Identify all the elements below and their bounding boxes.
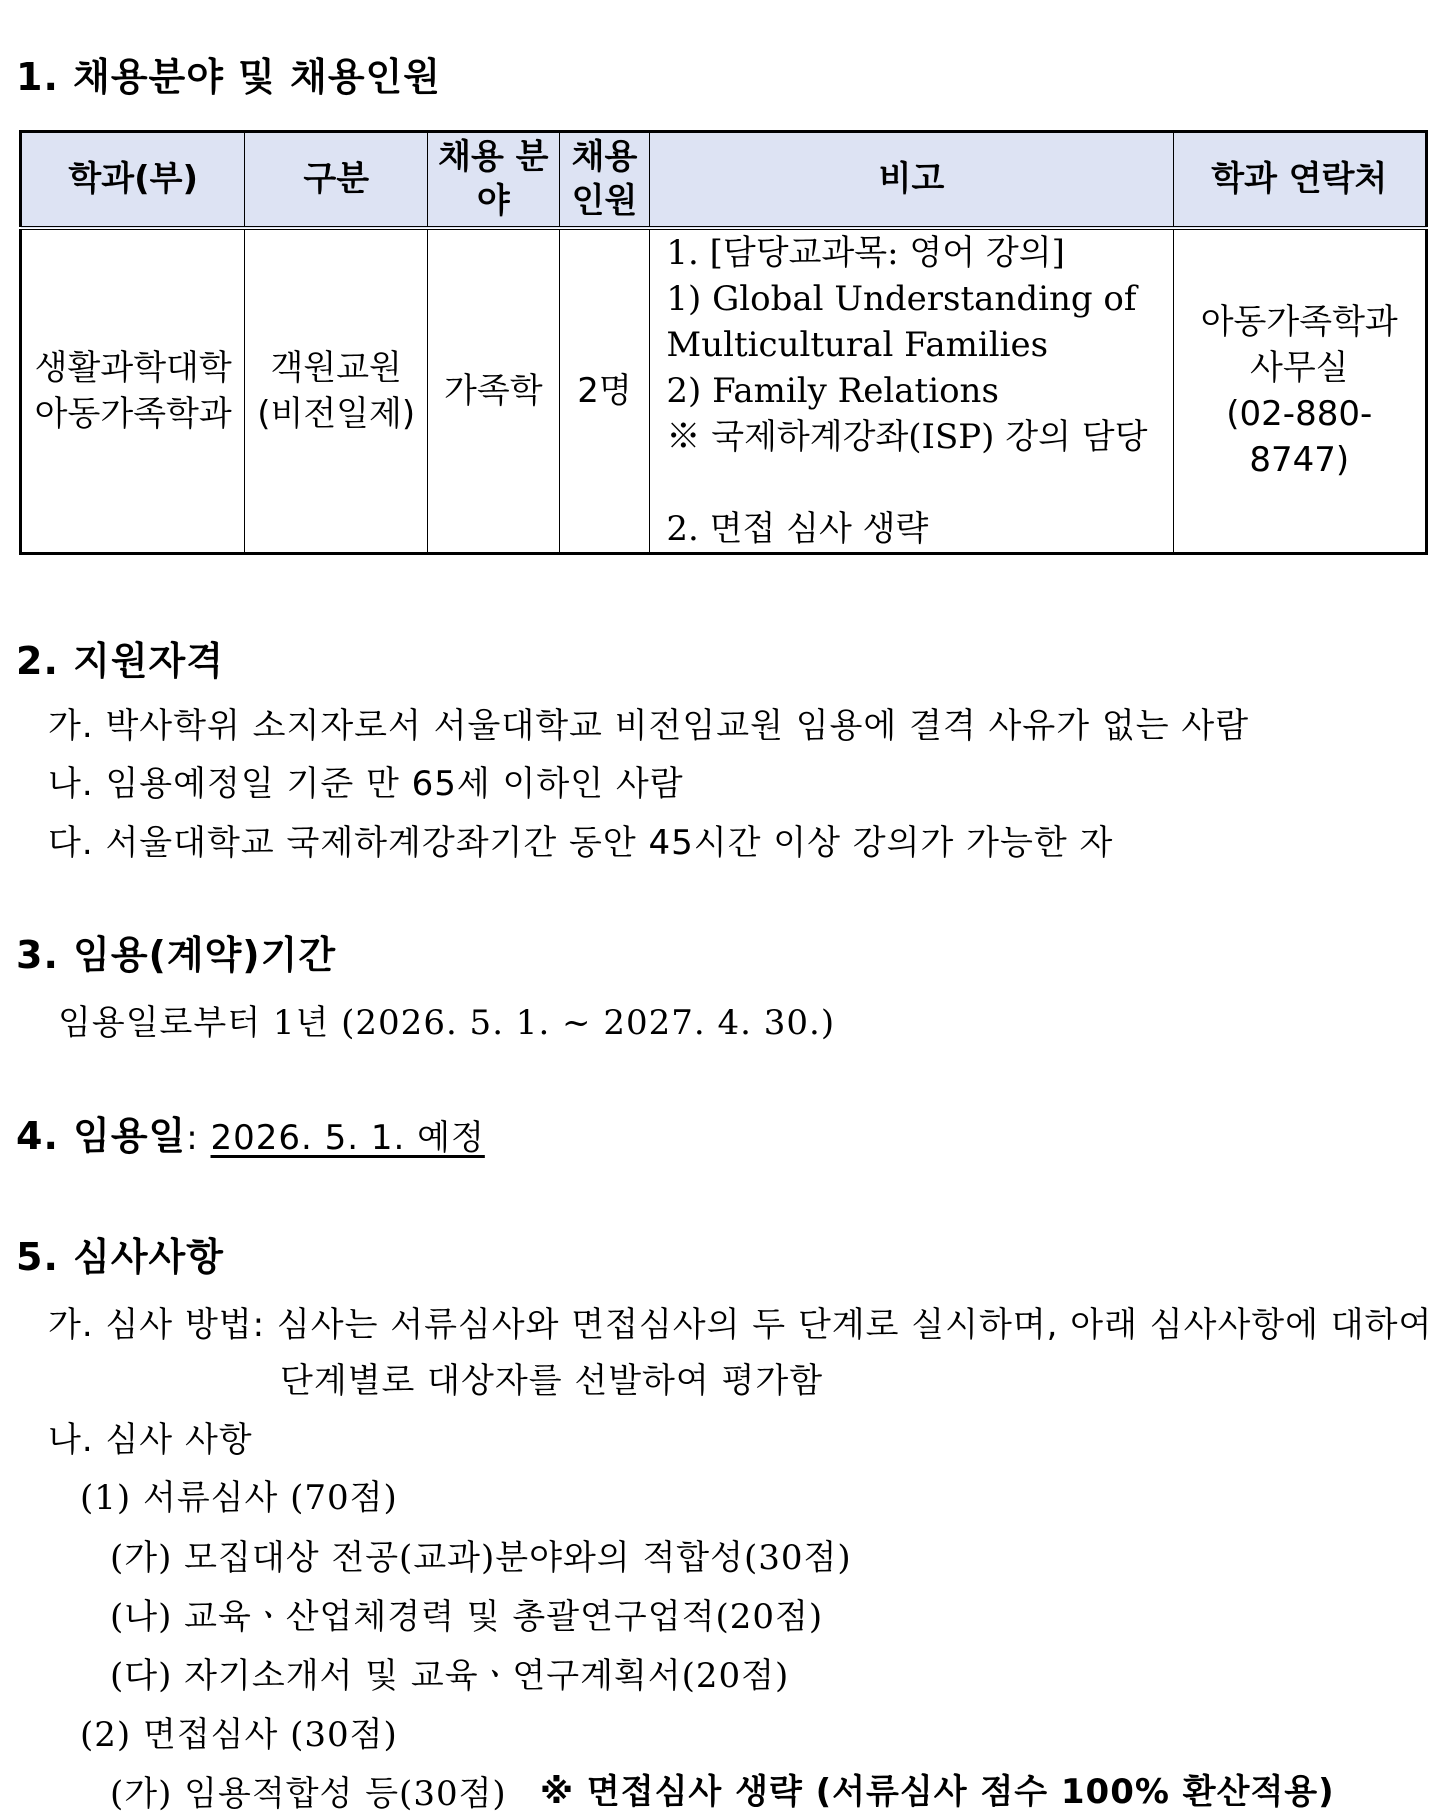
note-line: ※ 국제하계강좌(ISP) 강의 담당 xyxy=(666,416,1148,457)
note-line: Multicultural Families xyxy=(666,324,1049,365)
header-field: 채용 분야 xyxy=(427,132,559,228)
cell-type: 객원교원 (비전일제) xyxy=(245,228,428,554)
table-row xyxy=(21,228,1427,554)
header-contact: 학과 연락처 xyxy=(1173,132,1427,228)
section4-heading: 4. 임용일 xyxy=(16,1114,187,1158)
cell-dept: 생활과학대학 아동가족학과 xyxy=(21,228,245,554)
header-type: 구분 xyxy=(245,132,428,228)
header-count: 채용 인원 xyxy=(559,132,650,228)
interview-review: (2) 면접심사 (30점) xyxy=(80,1715,398,1755)
appointment-date: 2026. 5. 1. 예정 xyxy=(210,1118,485,1158)
doc-review-item: (다) 자기소개서 및 교육ㆍ연구계획서(20점) xyxy=(110,1656,790,1696)
section5-heading: 5. 심사사항 xyxy=(16,1235,224,1279)
note-line: 2. 면접 심사 생략 xyxy=(666,508,929,549)
doc-review-item: (가) 모집대상 전공(교과)분야와의 적합성(30점) xyxy=(110,1538,852,1578)
cell-notes xyxy=(650,228,1173,554)
header-notes: 비고 xyxy=(650,132,1173,228)
cell-count: 2명 xyxy=(559,228,650,554)
interview-item: (가) 임용적합성 등(30점) xyxy=(110,1774,507,1814)
section3-heading: 3. 임용(계약)기간 xyxy=(16,933,337,977)
doc-review-item: (나) 교육ㆍ산업체경력 및 총괄연구업적(20점) xyxy=(110,1597,824,1637)
review-method: 가. 심사 방법: 심사는 서류심사와 면접심사의 두 단계로 실시하며, 아래 심사사항에 대하여 xyxy=(48,1305,1433,1345)
note-line: 1) Global Understanding of xyxy=(666,278,1137,319)
section2-heading: 2. 지원자격 xyxy=(16,639,224,683)
colon: : xyxy=(186,1118,199,1158)
cell-contact: 아동가족학과 사무실 (02-880-8747) xyxy=(1173,228,1427,554)
note-line: 2) Family Relations xyxy=(666,370,999,411)
review-items-title: 나. 심사 사항 xyxy=(48,1420,253,1460)
recruitment-table xyxy=(19,130,1428,555)
appointment-date-line xyxy=(16,1105,485,1160)
interview-omit-note: ※ 면접심사 생략 (서류심사 점수 100% 환산적용) xyxy=(540,1772,1335,1812)
qualification-item: 가. 박사학위 소지자로서 서울대학교 비전임교원 임용에 결격 사유가 없는 사람 xyxy=(48,706,1250,746)
note-line: 1. [담당교과목: 영어 강의] xyxy=(666,232,1065,273)
doc-review: (1) 서류심사 (70점) xyxy=(80,1478,398,1518)
term-text: 임용일로부터 1년 (2026. 5. 1. ~ 2027. 4. 30.) xyxy=(58,1003,836,1043)
cell-field: 가족학 xyxy=(427,228,559,554)
qualification-item: 나. 임용예정일 기준 만 65세 이하인 사람 xyxy=(48,764,684,804)
table-header-row xyxy=(21,132,1427,228)
review-method-cont: 단계별로 대상자를 선발하여 평가함 xyxy=(280,1361,824,1401)
header-dept: 학과(부) xyxy=(21,132,245,228)
qualification-item: 다. 서울대학교 국제하계강좌기간 동안 45시간 이상 강의가 가능한 자 xyxy=(48,823,1114,863)
section1-heading: 1. 채용분야 및 채용인원 xyxy=(16,55,441,99)
